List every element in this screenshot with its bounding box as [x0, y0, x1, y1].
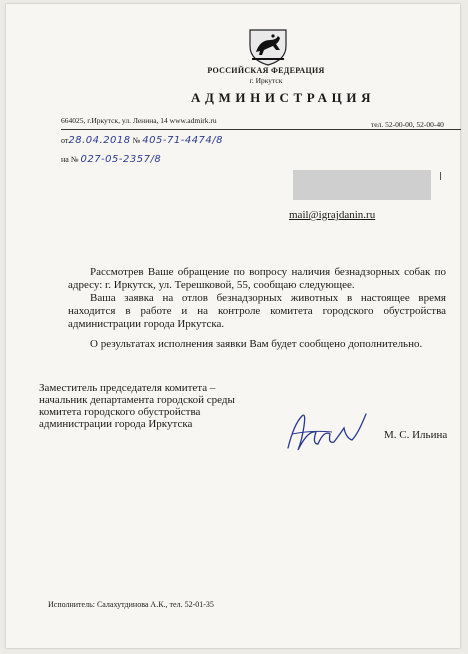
- country-name: РОССИЙСКАЯ ФЕДЕРАЦИЯ: [207, 66, 325, 75]
- from-label: от: [61, 136, 69, 145]
- irkutsk-coat-of-arms-icon: [246, 28, 290, 66]
- recipient-email: mail@igrajdanin.ru: [289, 209, 376, 221]
- outgoing-number: 405-71-4474/8: [142, 135, 224, 146]
- organization-title: АДМИНИСТРАЦИЯ: [191, 90, 376, 105]
- body-paragraph-3: О результатах исполнения заявки Вам будет сообщено дополнительно.: [90, 338, 423, 350]
- letter-body: [68, 266, 446, 351]
- incoming-number: 027-05-2357/8: [80, 154, 162, 165]
- corner-mark: [440, 172, 441, 180]
- organization-phones: тел. 52-00-00, 52-00-40: [371, 120, 444, 129]
- organization-address: 664025, г.Иркутск, ул. Ленина, 14 www.admirk.ru: [61, 116, 217, 125]
- letter-date: 28.04.2018: [68, 135, 131, 146]
- outgoing-registration: [61, 135, 223, 146]
- incoming-registration: [61, 154, 161, 165]
- redacted-recipient-block: [293, 170, 431, 200]
- letter-page: [6, 4, 460, 648]
- position-line-4: администрации города Иркутска: [39, 418, 193, 430]
- signatory-position: [39, 382, 235, 430]
- reply-label: на №: [61, 155, 79, 164]
- signatory-name: М. С. Ильина: [384, 429, 448, 441]
- body-paragraph-2: Ваша заявка на отлов безнадзорных животных в настоящее время находится в работе и на контроле комитета городского обустройства администрации города Иркутска.: [68, 292, 446, 330]
- position-line-2: начальник департамента городской среды: [39, 394, 235, 406]
- position-line-3: комитета городского обустройства: [39, 406, 201, 418]
- position-line-1: Заместитель председателя комитета –: [39, 382, 216, 394]
- number-label: №: [132, 136, 141, 145]
- body-paragraph-1: Рассмотрев Ваше обращение по вопросу наличия безнадзорных собак по адресу: г. Иркутск, ул. Терешковой, 55, сообщаю следующее.: [68, 266, 446, 291]
- executor-info: Исполнитель: Салахутдинова А.К., тел. 52-01-35: [48, 600, 214, 609]
- handwritten-signature: [282, 404, 372, 458]
- header-divider: [61, 129, 461, 130]
- city-name: г. Иркутск: [249, 76, 283, 85]
